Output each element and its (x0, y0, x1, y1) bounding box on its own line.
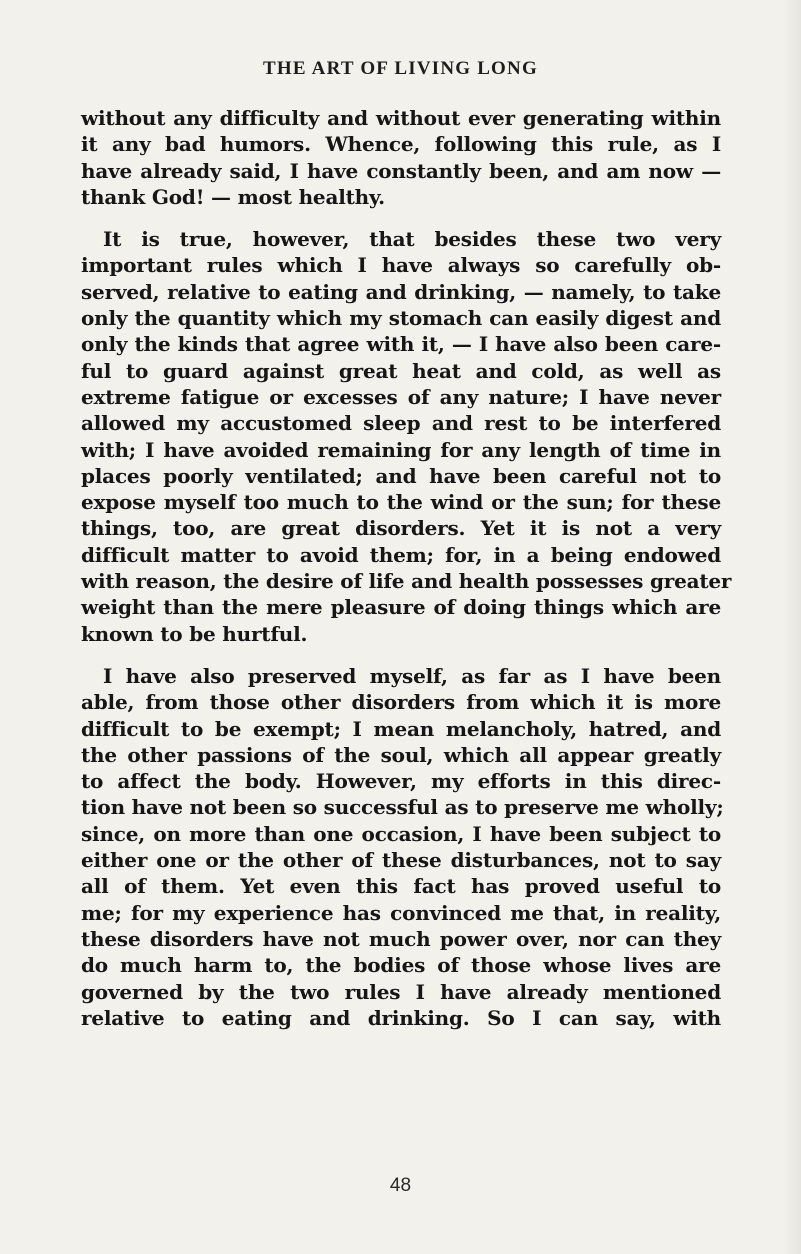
paragraph-2 (81, 226, 732, 647)
text-line: only the kinds that agree with it, — I have also been care- (81, 332, 721, 357)
text-line: with reason, the desire of life and health possesses greater (81, 569, 732, 594)
text-line: without any difficulty and without ever generating within (81, 106, 721, 130)
text-line: only the quantity which my stomach can easily digest and (81, 306, 721, 331)
text-line: I have also preserved myself, as far as I have been (103, 663, 721, 688)
text-line: me; for my experience has convinced me that, in reality, (81, 900, 721, 925)
text-line: things, too, are great disorders. Yet it is not a very (81, 516, 721, 541)
text-line: extreme fatigue or excesses of any nature; I have never (81, 384, 721, 409)
text-line: known to be hurtful. (81, 621, 308, 646)
text-line: important rules which I have always so carefully ob- (81, 253, 721, 278)
text-line: tion have not been so successful as to preserve me wholly; (81, 795, 724, 820)
text-line: allowed my accustomed sleep and rest to be interfered (81, 411, 721, 436)
text-line: do much harm to, the bodies of those whose lives are (81, 953, 721, 978)
running-head: THE ART OF LIVING LONG (263, 58, 538, 79)
paragraph-gap (81, 210, 721, 226)
text-line: since, on more than one occasion, I have been subject to (81, 821, 721, 846)
text-line: expose myself too much to the wind or the sun; for these (81, 490, 721, 515)
text-line: It is true, however, that besides these two very (103, 227, 721, 252)
page-edge-shadow (783, 0, 801, 1254)
text-line: relative to eating and drinking. So I can say, with (81, 1005, 721, 1030)
paragraph-1 (81, 105, 721, 210)
text-line: either one or the other of these disturbances, not to say (81, 848, 721, 873)
text-line: places poorly ventilated; and have been careful not to (81, 463, 721, 488)
text-line: to affect the body. However, my efforts in this direc- (81, 769, 721, 794)
text-line: these disorders have not much power over, nor can they (81, 926, 721, 951)
text-line: governed by the two rules I have already mentioned (81, 979, 721, 1004)
text-line: the other passions of the soul, which all appear greatly (81, 742, 721, 767)
text-line: difficult matter to avoid them; for, in a being endowed (81, 542, 721, 567)
text-line: ful to guard against great heat and cold, as well as (81, 358, 721, 383)
paragraph-gap (81, 647, 721, 663)
text-line: difficult to be exempt; I mean melancholy, hatred, and (81, 716, 721, 741)
text-line: thank God! — most healthy. (81, 184, 385, 209)
text-line: served, relative to eating and drinking, — namely, to take (81, 279, 721, 304)
paragraph-3 (81, 663, 724, 1031)
body-text (81, 105, 732, 1031)
text-line: all of them. Yet even this fact has proved useful to (81, 874, 721, 899)
text-line: with; I have avoided remaining for any length of time in (81, 437, 721, 462)
text-line: have already said, I have constantly been, and am now — (81, 158, 721, 183)
text-line: it any bad humors. Whence, following this rule, as I (81, 132, 721, 157)
text-line: able, from those other disorders from which it is more (81, 690, 721, 715)
text-line: weight than the mere pleasure of doing things which are (81, 595, 721, 620)
page-number: 48 (389, 1175, 412, 1196)
